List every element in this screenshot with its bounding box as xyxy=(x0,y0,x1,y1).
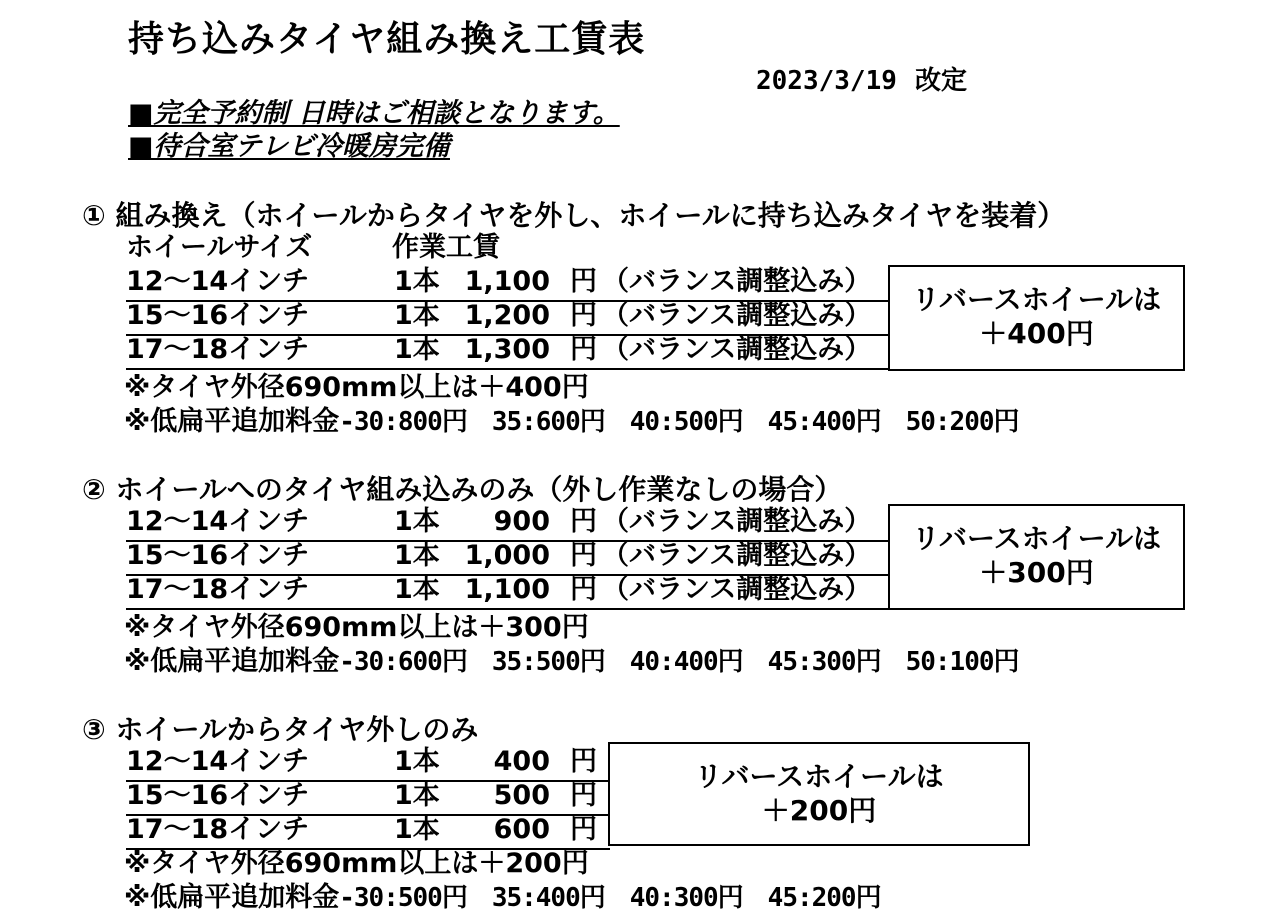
reverse-wheel-box xyxy=(608,742,1030,846)
row-qty: 1本 xyxy=(394,574,440,605)
row-price: 1,100 xyxy=(464,266,550,297)
low-profile-fees xyxy=(124,884,881,911)
low-profile-label: ※低扁平追加料金 xyxy=(124,406,340,437)
row-size: 12〜14インチ xyxy=(126,266,310,297)
table-row xyxy=(126,574,888,610)
row-price: 900 xyxy=(493,506,550,537)
row-yen: 円 xyxy=(570,574,597,605)
row-note: （バランス調整込み） xyxy=(602,506,872,537)
row-qty: 1本 xyxy=(394,780,440,811)
row-size: 17〜18インチ xyxy=(126,814,310,845)
row-qty: 1本 xyxy=(394,746,440,777)
low-profile-values: -30:600円 35:500円 40:400円 45:300円 50:100円 xyxy=(339,647,1019,677)
row-price: 600 xyxy=(493,814,550,845)
reverse-wheel-label: リバースホイールは xyxy=(694,760,944,793)
row-qty: 1本 xyxy=(394,540,440,571)
table-row xyxy=(126,266,888,302)
row-qty: 1本 xyxy=(394,300,440,331)
row-note: （バランス調整込み） xyxy=(602,334,872,365)
reverse-wheel-box xyxy=(888,265,1185,371)
revision xyxy=(756,68,967,94)
header-size: ホイールサイズ xyxy=(126,232,313,263)
row-qty: 1本 xyxy=(394,814,440,845)
section-1-header xyxy=(126,232,500,263)
row-size: 15〜16インチ xyxy=(126,540,310,571)
reverse-wheel-fee: ＋300円 xyxy=(979,556,1094,589)
row-yen: 円 xyxy=(570,300,597,331)
row-price: 1,000 xyxy=(464,540,550,571)
row-note: （バランス調整込み） xyxy=(602,266,872,297)
reverse-wheel-fee: ＋200円 xyxy=(761,794,877,827)
outer-diameter-fee: ※タイヤ外径690mm以上は＋300円 xyxy=(124,612,589,643)
row-size: 17〜18インチ xyxy=(126,574,310,605)
row-price: 1,300 xyxy=(464,334,550,365)
reverse-wheel-label: リバースホイールは xyxy=(911,283,1162,316)
row-qty: 1本 xyxy=(394,266,440,297)
row-price: 500 xyxy=(493,780,550,811)
row-yen: 円 xyxy=(570,334,597,365)
row-yen: 円 xyxy=(570,266,597,297)
row-yen: 円 xyxy=(570,746,597,777)
header-cost: 作業工賃 xyxy=(392,232,500,263)
reverse-wheel-box xyxy=(888,504,1185,610)
row-note: （バランス調整込み） xyxy=(602,574,872,605)
row-yen: 円 xyxy=(570,780,597,811)
row-size: 15〜16インチ xyxy=(126,780,310,811)
low-profile-values: -30:500円 35:400円 40:300円 45:200円 xyxy=(339,883,881,913)
row-size: 12〜14インチ xyxy=(126,506,310,537)
table-row xyxy=(126,506,888,542)
table-row xyxy=(126,814,610,850)
note-reservation: ■完全予約制 日時はご相談となります。 xyxy=(128,98,620,129)
table-row xyxy=(126,300,888,336)
row-qty: 1本 xyxy=(394,506,440,537)
low-profile-label: ※低扁平追加料金 xyxy=(124,882,340,913)
section-2-title: ② ホイールへのタイヤ組み込みのみ（外し作業なしの場合） xyxy=(82,473,843,506)
section-1-title: ① 組み換え（ホイールからタイヤを外し、ホイールに持ち込みタイヤを装着） xyxy=(82,199,1066,232)
table-row xyxy=(126,334,888,370)
note-waiting-room: ■待合室テレビ冷暖房完備 xyxy=(128,131,450,162)
row-note: （バランス調整込み） xyxy=(602,540,872,571)
row-yen: 円 xyxy=(570,814,597,845)
row-price: 400 xyxy=(493,746,550,777)
section-3-title: ③ ホイールからタイヤ外しのみ xyxy=(82,713,479,746)
table-row xyxy=(126,780,610,816)
low-profile-fees xyxy=(124,408,1019,435)
row-yen: 円 xyxy=(570,506,597,537)
low-profile-values: -30:800円 35:600円 40:500円 45:400円 50:200円 xyxy=(339,407,1019,437)
row-yen: 円 xyxy=(570,540,597,571)
table-row xyxy=(126,746,610,782)
row-price: 1,100 xyxy=(464,574,550,605)
low-profile-fees xyxy=(124,648,1019,675)
page-title: 持ち込みタイヤ組み換え工賃表 xyxy=(128,19,646,60)
row-qty: 1本 xyxy=(394,334,440,365)
row-size: 12〜14インチ xyxy=(126,746,310,777)
revision-date: 2023/3/19 xyxy=(756,66,897,96)
row-note: （バランス調整込み） xyxy=(602,300,872,331)
outer-diameter-fee: ※タイヤ外径690mm以上は＋400円 xyxy=(124,372,589,403)
row-size: 15〜16インチ xyxy=(126,300,310,331)
revision-label: 改定 xyxy=(915,66,968,96)
reverse-wheel-label: リバースホイールは xyxy=(911,522,1162,555)
low-profile-label: ※低扁平追加料金 xyxy=(124,646,340,677)
row-size: 17〜18インチ xyxy=(126,334,310,365)
row-price: 1,200 xyxy=(464,300,550,331)
table-row xyxy=(126,540,888,576)
reverse-wheel-fee: ＋400円 xyxy=(979,317,1094,350)
outer-diameter-fee: ※タイヤ外径690mm以上は＋200円 xyxy=(124,848,589,879)
